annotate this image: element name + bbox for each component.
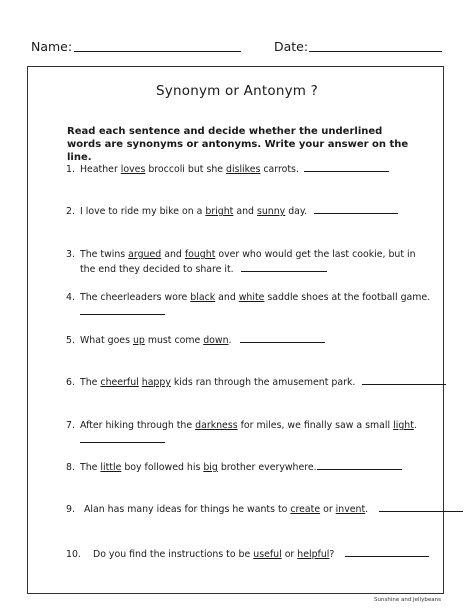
underlined-word: black <box>190 292 216 303</box>
date-label: Date: <box>274 39 309 54</box>
question-number: 3. <box>66 249 75 260</box>
footer-credit: Sunshine and Jellybeans <box>374 597 441 603</box>
question-8: 8. The little boy followed his big brother everywhere. <box>66 460 438 475</box>
question-number: 1. <box>66 164 75 175</box>
answer-line[interactable] <box>314 213 398 214</box>
underlined-word: bright <box>205 206 234 217</box>
underlined-word: big <box>203 462 218 473</box>
underlined-word: create <box>290 504 321 515</box>
question-3: 3. The twins argued and fought over who would get the last cookie, but in the end they decided to share it. <box>66 249 416 275</box>
name-label: Name: <box>31 39 73 54</box>
underlined-word: useful <box>253 549 282 560</box>
underlined-word: argued <box>128 249 162 260</box>
answer-line[interactable] <box>379 511 463 512</box>
question-10: 10. Do you find the instructions to be useful or helpful? <box>66 547 438 562</box>
question-number: 4. <box>66 292 75 303</box>
question-9: 9. Alan has many ideas for things he wants to create or invent. <box>66 502 438 517</box>
underlined-word: dislikes <box>226 164 261 175</box>
answer-line[interactable] <box>240 342 325 343</box>
answer-line[interactable] <box>345 556 429 557</box>
underlined-word: cheerful <box>100 377 139 388</box>
underlined-word: white <box>238 292 265 303</box>
underlined-word: sunny <box>256 206 286 217</box>
answer-line[interactable] <box>362 384 446 385</box>
answer-line[interactable] <box>317 469 402 470</box>
answer-line[interactable] <box>80 442 165 443</box>
answer-line[interactable] <box>241 271 327 272</box>
question-number: 8. <box>66 462 75 473</box>
question-7: 7. After hiking through the darkness for miles, we finally saw a small light. <box>66 418 438 448</box>
answer-line[interactable] <box>304 171 389 172</box>
underlined-word: invent <box>335 504 366 515</box>
underlined-word: little <box>100 462 122 473</box>
underlined-word: happy <box>141 377 171 388</box>
question-6: 6. The cheerful happy kids ran through the amusement park. <box>66 375 438 390</box>
question-number: 6. <box>66 377 75 388</box>
question-number: 10. <box>66 549 81 560</box>
question-1: 1. Heather loves broccoli but she dislikes carrots. <box>66 162 438 177</box>
question-number: 5. <box>66 335 75 346</box>
question-number: 7. <box>66 420 75 431</box>
question-number: 2. <box>66 206 75 217</box>
name-line[interactable] <box>74 51 241 52</box>
date-line[interactable] <box>309 51 442 52</box>
underlined-word: loves <box>120 164 146 175</box>
worksheet-title: Synonym or Antonym ? <box>156 83 318 99</box>
underlined-word: darkness <box>195 420 238 431</box>
underlined-word: fought <box>184 249 216 260</box>
answer-line[interactable] <box>80 314 165 315</box>
question-number: 9. <box>66 504 75 515</box>
underlined-word: up <box>132 335 145 346</box>
question-5: 5. What goes up must come down. <box>66 333 438 348</box>
instructions: Read each sentence and decide whether the underlined words are synonyms or antonyms. Write your answer on the line. <box>67 126 409 163</box>
question-4: 4. The cheerleaders wore black and white saddle shoes at the football game. <box>66 290 438 320</box>
underlined-word: light <box>393 420 414 431</box>
question-2: 2. I love to ride my bike on a bright and sunny day. <box>66 204 438 219</box>
underlined-word: down <box>203 335 229 346</box>
underlined-word: helpful <box>297 549 330 560</box>
